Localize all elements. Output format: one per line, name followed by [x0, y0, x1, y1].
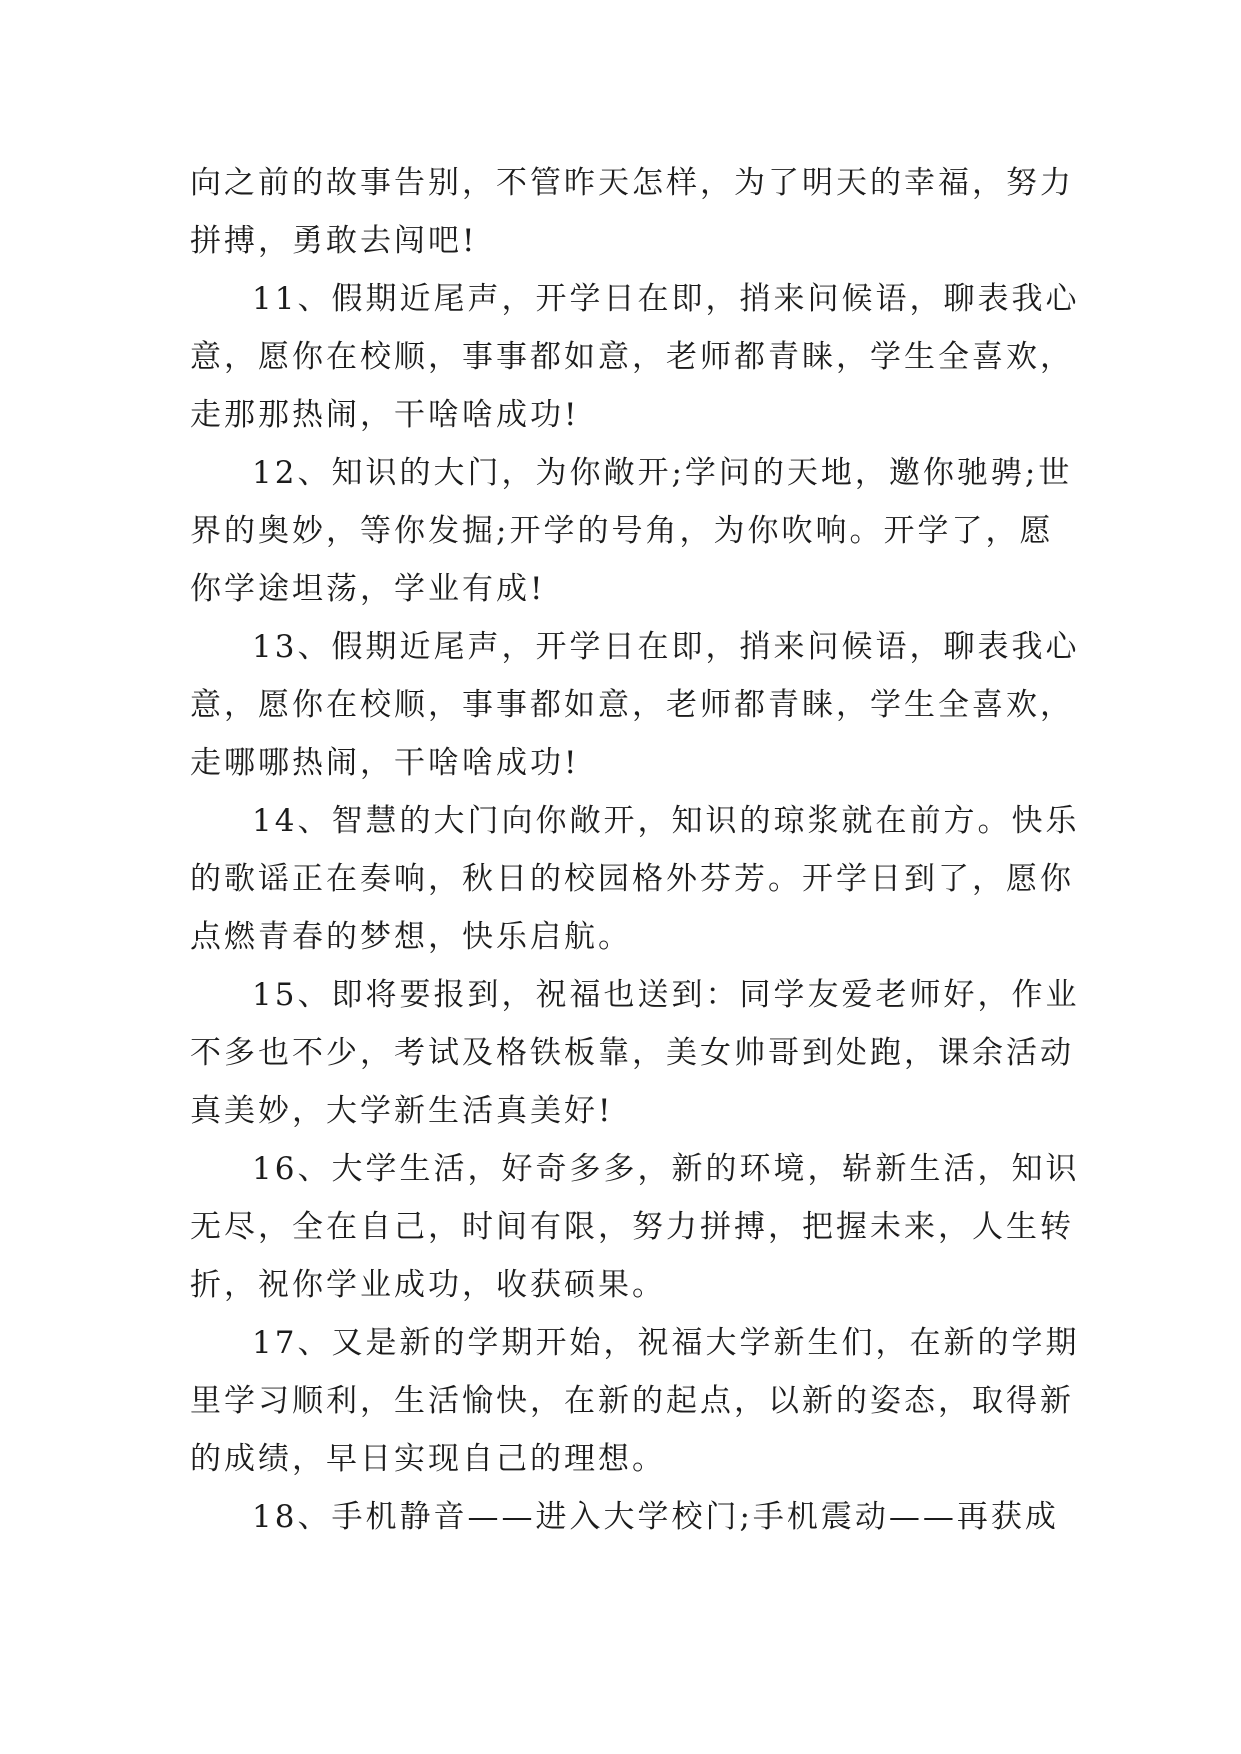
paragraph-first-line: 18、手机静音——进入大学校门;手机震动——再获成 — [252, 1499, 1059, 1535]
text-line: 真美妙，大学新生活真美好! — [190, 1093, 614, 1129]
text-line: 拼搏，勇敢去闯吧! — [190, 223, 478, 259]
paragraph-first-line: 14、智慧的大门向你敞开，知识的琼浆就在前方。快乐 — [252, 803, 1080, 839]
paragraph-first-line: 11、假期近尾声，开学日在即，捎来问候语，聊表我心 — [252, 281, 1080, 317]
text-line: 界的奥妙，等你发掘;开学的号角，为你吹响。开学了，愿 — [190, 513, 1054, 549]
paragraph-first-line: 16、大学生活，好奇多多，新的环境，崭新生活，知识 — [252, 1151, 1080, 1187]
document-body — [190, 154, 1080, 1546]
text-line: 折，祝你学业成功，收获硕果。 — [190, 1267, 666, 1303]
text-line: 不多也不少，考试及格铁板靠，美女帅哥到处跑，课余活动 — [190, 1035, 1074, 1071]
paragraph-first-line: 17、又是新的学期开始，祝福大学新生们，在新的学期 — [252, 1325, 1080, 1361]
paragraph-first-line: 13、假期近尾声，开学日在即，捎来问候语，聊表我心 — [252, 629, 1080, 665]
paragraph-first-line: 15、即将要报到，祝福也送到：同学友爱老师好，作业 — [252, 977, 1080, 1013]
text-line: 无尽，全在自己，时间有限，努力拼搏，把握未来，人生转 — [190, 1209, 1074, 1245]
text-line: 的成绩，早日实现自己的理想。 — [190, 1441, 666, 1477]
text-line: 向之前的故事告别，不管昨天怎样，为了明天的幸福，努力 — [190, 165, 1074, 201]
text-line: 的歌谣正在奏响，秋日的校园格外芬芳。开学日到了，愿你 — [190, 861, 1074, 897]
text-line: 走哪哪热闹，干啥啥成功! — [190, 745, 580, 781]
text-line: 走那那热闹，干啥啥成功! — [190, 397, 580, 433]
text-line: 你学途坦荡，学业有成! — [190, 571, 546, 607]
text-line: 点燃青春的梦想，快乐启航。 — [190, 919, 632, 955]
text-line: 意，愿你在校顺，事事都如意，老师都青睐，学生全喜欢， — [190, 687, 1074, 723]
paragraph-first-line: 12、知识的大门，为你敞开;学问的天地，邀你驰骋;世 — [252, 455, 1073, 491]
text-line: 里学习顺利，生活愉快，在新的起点，以新的姿态，取得新 — [190, 1383, 1074, 1419]
text-line: 意，愿你在校顺，事事都如意，老师都青睐，学生全喜欢， — [190, 339, 1074, 375]
